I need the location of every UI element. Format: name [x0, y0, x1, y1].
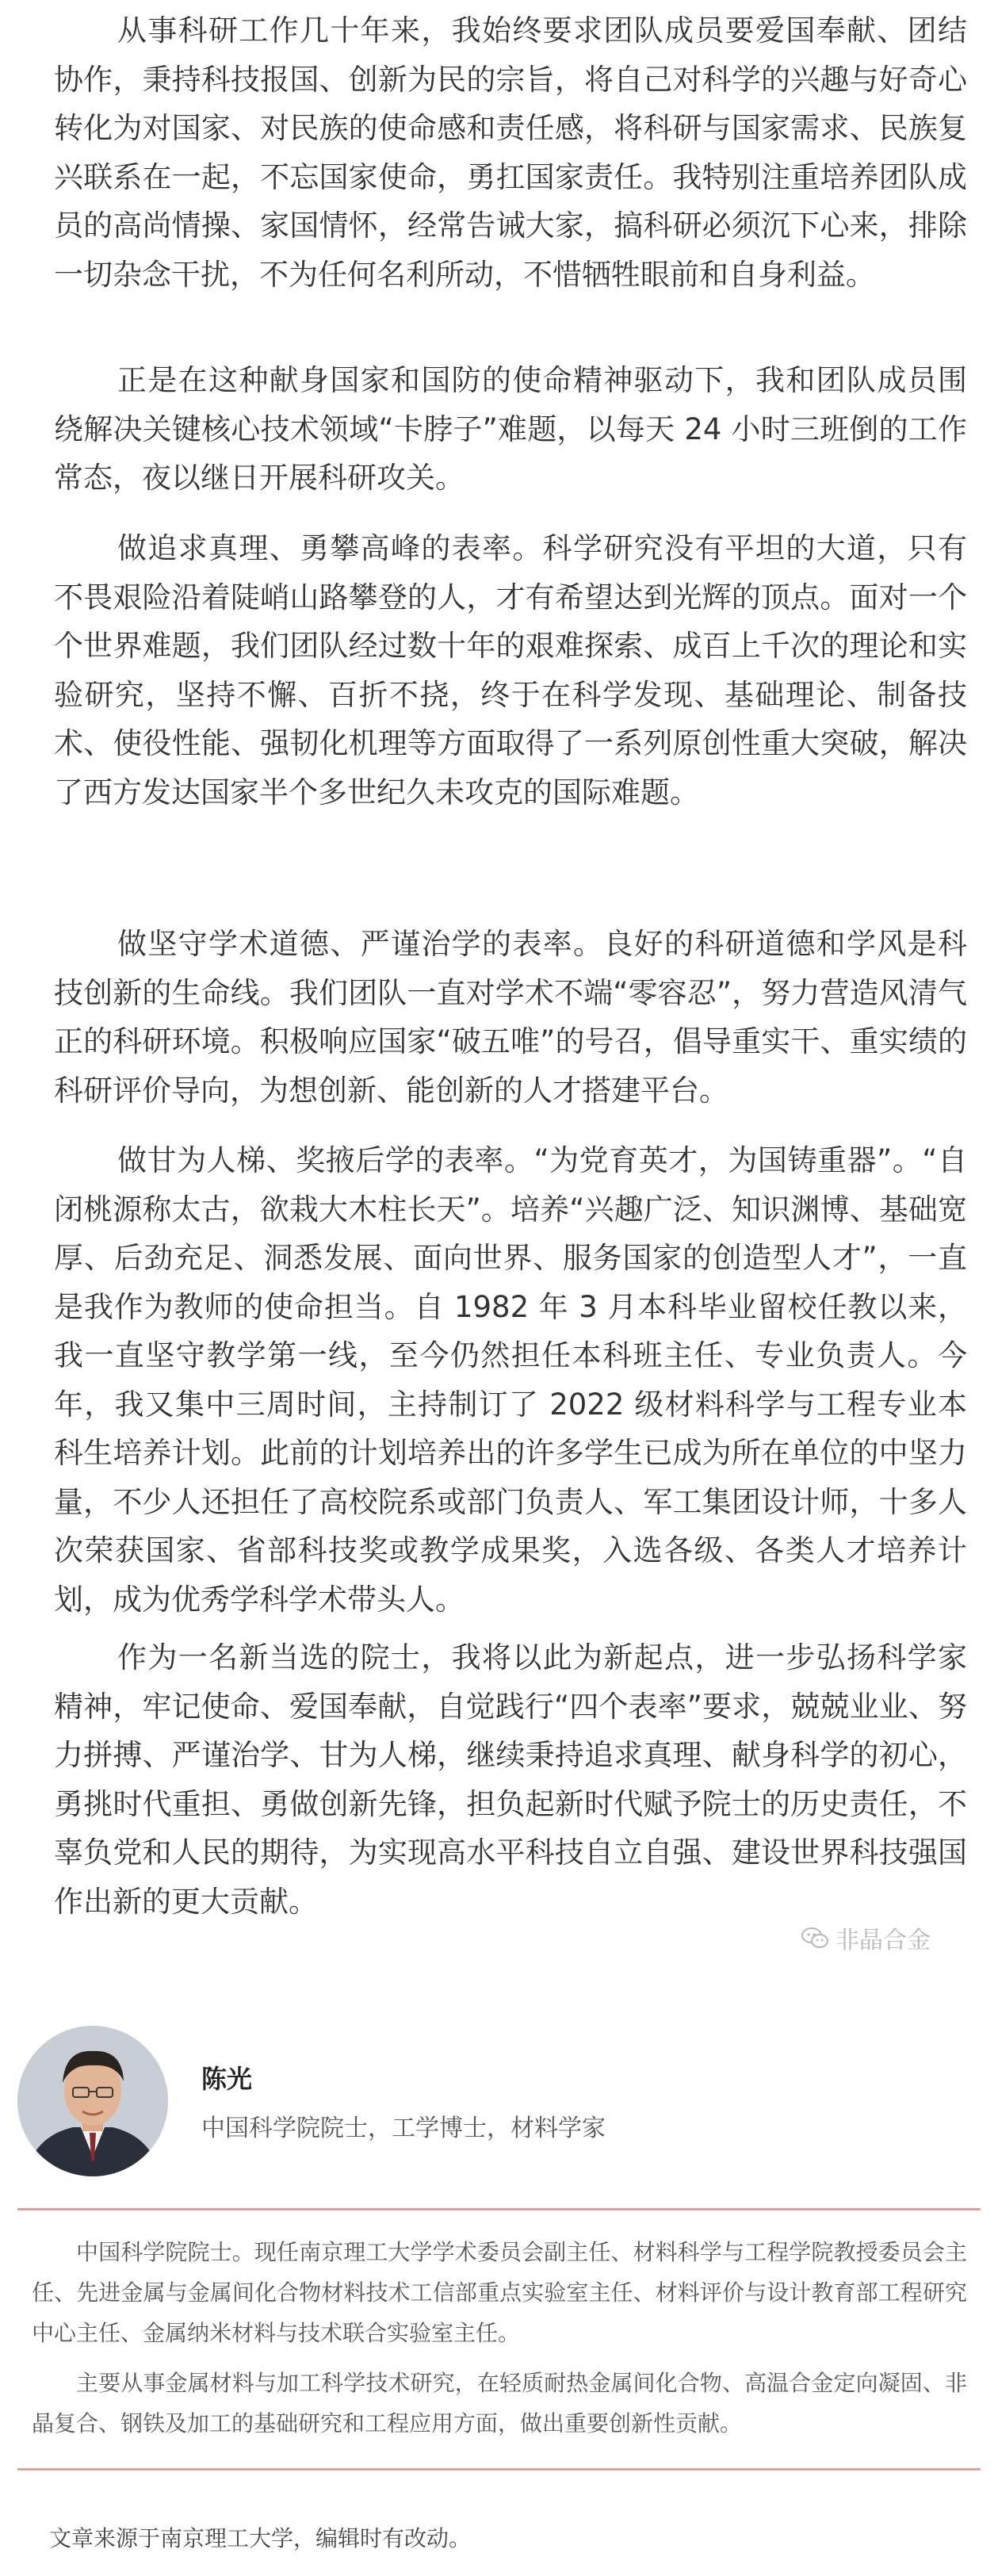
- author-description: 中国科学院院士，工学博士，材料学家: [201, 2115, 606, 2142]
- paragraph-6: 作为一名新当选的院士，我将以此为新起点，进一步弘扬科学家精神，牢记使命、爱国奉献，自觉践行“四个表率”要求，兢兢业业、努力拼搏、严谨治学、甘为人梯，继续秉持追求真理、献身科学的初心，勇挑时代重担、勇做创新先锋，担负起新时代赋予院士的历史责任，不辜负党和人民的期待，为实现高水平科技自立自强、建设世界科技强国作出新的更大贡献。: [54, 1640, 967, 1919]
- bio-paragraph-1: 中国科学院院士。现任南京理工大学学术委员会副主任、材料科学与工程学院教授委员会主任、先进金属与金属间化合物材料技术工信部重点实验室主任、材料评价与设计教育部工程研究中心主任、金属纳米材料与技术联合实验室主任。: [32, 2239, 967, 2346]
- bio-paragraph-2: 主要从事金属材料与加工科学技术研究，在轻质耐热金属间化合物、高温合金定向凝固、非晶复合、钢铁及加工的基础研究和工程应用方面，做出重要创新性贡献。: [32, 2370, 967, 2436]
- paragraph-2: 正是在这种献身国家和国防的使命精神驱动下，我和团队成员围绕解决关键核心技术领域“卡脖子”难题，以每天 24 小时三班倒的工作常态，夜以继日开展科研攻关。: [54, 363, 967, 495]
- paragraph-4: 做坚守学术道德、严谨治学的表率。良好的科研道德和学风是科技创新的生命线。我们团队一直对学术不端“零容忍”，努力营造风清气正的科研环境。积极响应国家“破五唯”的号召，倡导重实干、重实绩的科研评价导向，为想创新、能创新的人才搭建平台。: [54, 927, 967, 1108]
- paragraph-5: 做甘为人梯、奖掖后学的表率。“为党育英才，为国铸重器”。“自闭桃源称太古，欲栽大木柱长天”。培养“兴趣广泛、知识渊博、基础宽厚、后劲充足、洞悉发展、面向世界、服务国家的创造型人才”，一直是我作为教师的使命担当。自 1982 年 3 月本科毕业留校任教以来，我一直坚守教学第一线，至今仍然担任本科班主任、专业负责人。今年，我又集中三周时间，主持制订了 2022 级材料科学与工程专业本科生培养计划。此前的计划培养出的许多学生已成为所在单位的中坚力量，不少人还担任了高校院系或部门负责人、军工集团设计师，十多人次荣获国家、省部科技奖或教学成果奖，入选各级、各类人才培养计划，成为优秀学科学术带头人。: [54, 1143, 967, 1617]
- divider-top: [17, 2208, 981, 2210]
- watermark-text: 非晶合金: [835, 1927, 931, 1954]
- author-name: 陈光: [201, 2064, 253, 2094]
- watermark: [801, 1920, 931, 1955]
- source-note: 文章来源于南京理工大学，编辑时有改动。: [49, 2525, 472, 2551]
- divider-bottom: [17, 2468, 981, 2471]
- portrait-icon: [17, 2026, 168, 2176]
- paragraph-1: 从事科研工作几十年来，我始终要求团队成员要爱国奉献、团结协作，秉持科技报国、创新为民的宗旨，将自己对科学的兴趣与好奇心转化为对国家、对民族的使命感和责任感，将科研与国家需求、民族复兴联系在一起，不忘国家使命，勇扛国家责任。我特别注重培养团队成员的高尚情操、家国情怀，经常告诫大家，搞科研必须沉下心来，排除一切杂念干扰，不为任何名利所动，不惜牺牲眼前和自身利益。: [54, 13, 967, 292]
- author-card: [17, 2026, 981, 2176]
- paragraph-3: 做追求真理、勇攀高峰的表率。科学研究没有平坦的大道，只有不畏艰险沿着陡峭山路攀登的人，才有希望达到光辉的顶点。面对一个个世界难题，我们团队经过数十年的艰难探索、成百上千次的理论和实验研究，坚持不懈、百折不挠，终于在科学发现、基础理论、制备技术、使役性能、强韧化机理等方面取得了一系列原创性重大突破，解决了西方发达国家半个多世纪久未攻克的国际难题。: [54, 531, 967, 810]
- wechat-icon: [801, 1927, 829, 1949]
- author-avatar: [17, 2026, 168, 2176]
